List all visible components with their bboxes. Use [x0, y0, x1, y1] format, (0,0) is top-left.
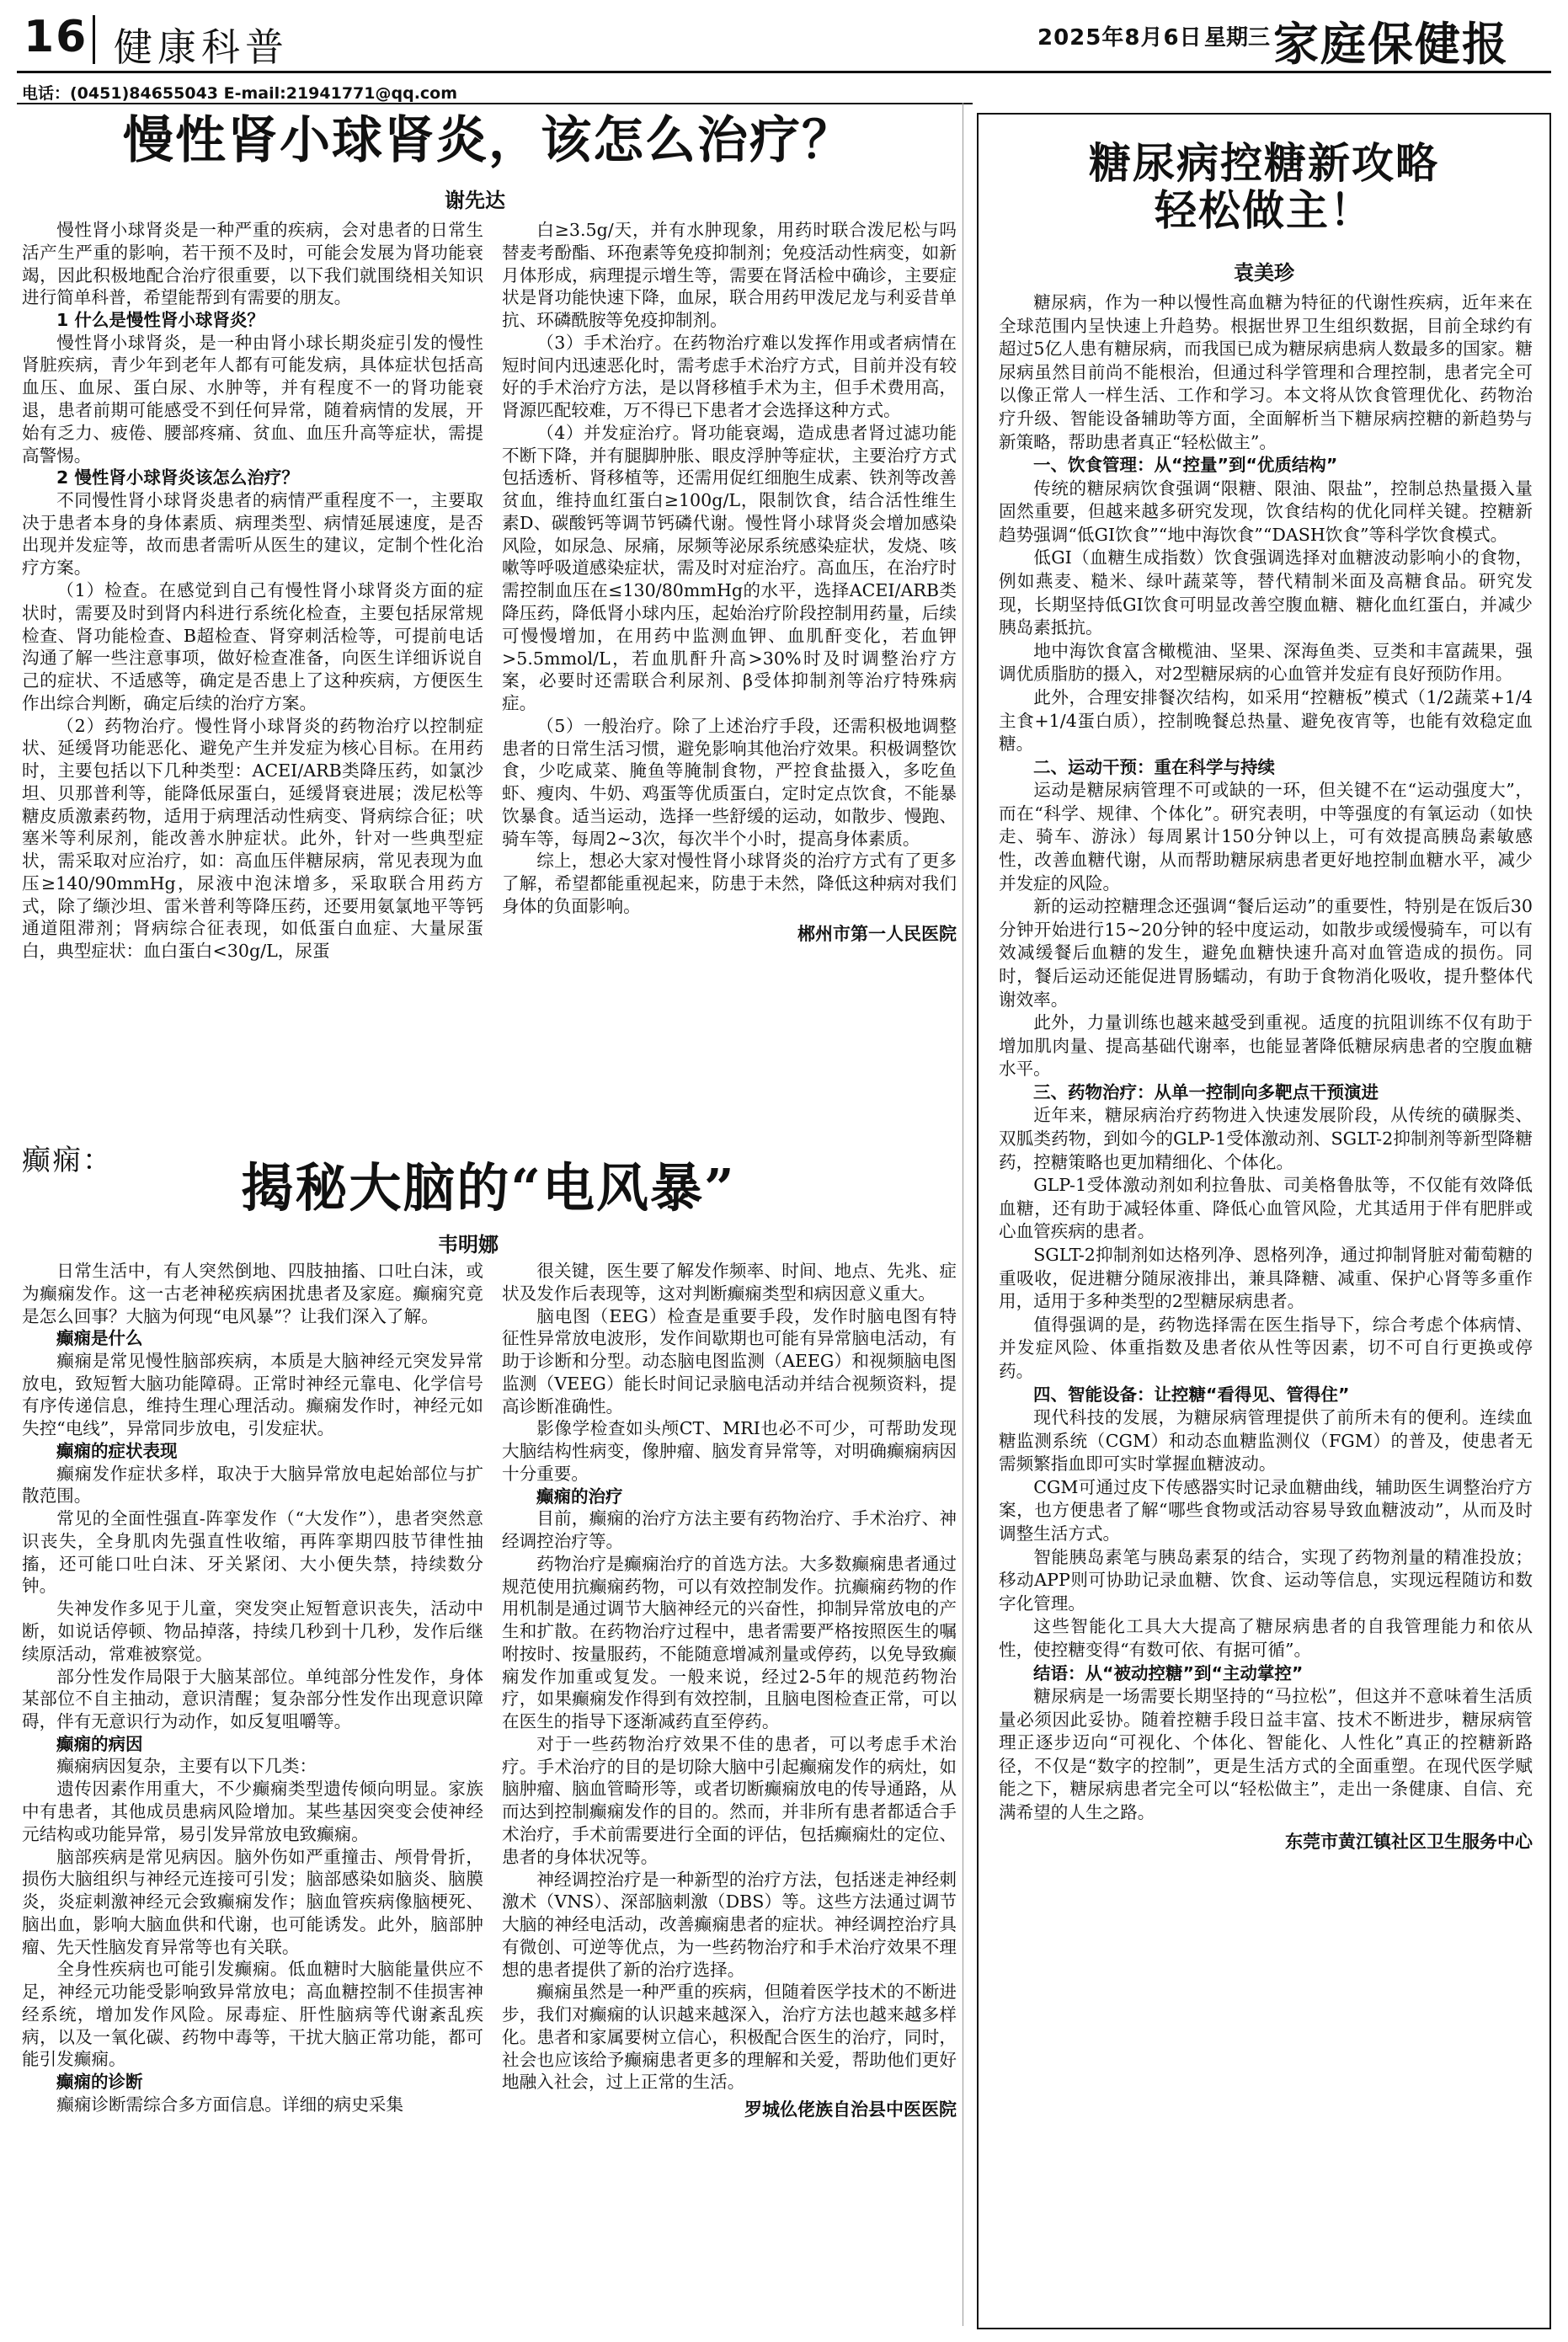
paper-name: 家庭保健报	[1273, 17, 1509, 71]
paragraph: 低GI（血糖生成指数）饮食强调选择对血糖波动影响小的食物，例如燕麦、糙米、绿叶蔬菜等，替代精制米面及高糖食品。研究发现，长期坚持低GI饮食可明显改善空腹血糖、糖化血红蛋白，并减少胰岛素抵抗。	[999, 547, 1533, 638]
paragraph: 此外，合理安排餐次结构，如采用“控糖板”模式（1/2蔬菜+1/4主食+1/4蛋白质），控制晚餐总热量、避免夜宵等，也能有效稳定血糖。	[999, 686, 1533, 755]
article-diabetes-title-line-2: 轻松做主！	[1155, 185, 1373, 235]
article-kidney-title: 慢性肾小球肾炎，该怎么治疗？	[123, 111, 854, 170]
paragraph: 日常生活中，有人突然倒地、四肢抽搐、口吐白沫，或为癫痫发作。这一古老神秘疾病困扰患者及家庭。癫痫究竟是怎么回事？大脑为何现“电风暴”？让我们深入了解。	[22, 1261, 483, 1326]
issue-weekday: 星期三	[1204, 25, 1271, 51]
paragraph: 地中海饮食富含橄榄油、坚果、深海鱼类、豆类和丰富蔬果，强调优质脂肪的摄入，对2型糖尿病的心血管并发症有良好预防作用。	[999, 640, 1533, 685]
subheading: 结语：从“被动控糖”到“主动掌控”	[1033, 1662, 1304, 1683]
article-epilepsy	[17, 1155, 960, 2334]
subheading: 癫痫的诊断	[56, 2072, 143, 2093]
subheading: 癫痫是什么	[56, 1328, 143, 1349]
article-diabetes-title-line-1: 糖尿病控糖新攻略	[1089, 138, 1439, 188]
paragraph: 智能胰岛素笔与胰岛素泵的结合，实现了药物剂量的精准投放；移动APP则可协助记录血糖、饮食、运动等信息，实现远程随访和数字化管理。	[999, 1546, 1533, 1614]
article-kidney-column-1	[22, 219, 483, 963]
article-kidney-column-2	[502, 219, 957, 946]
paragraph: （5）一般治疗。除了上述治疗手段，还需积极地调整患者的日常生活习惯，避免影响其他治疗效果。积极调整饮食，少吃咸菜、腌鱼等腌制食物，严控食盐摄入，多吃鱼虾、瘦肉、牛奶、鸡蛋等优质蛋白，定时定点饮食，不能暴饮暴食。适当运动，选择一些舒缓的运动，如散步、慢跑、骑车等，每周2~3次，每次半个小时，提高身体素质。	[502, 715, 957, 849]
paragraph: 运动是糖尿病管理不可或缺的一环，但关键不在“运动强度大”，而在“科学、规律、个体化”。研究表明，中等强度的有氧运动（如快走、骑车、游泳）每周累计150分钟以上，可有效提高胰岛素敏感性，改善血糖代谢，从而帮助糖尿病患者更好地控制血糖水平，减少并发症的风险。	[999, 780, 1533, 894]
article-epilepsy-author: 韦明娜	[438, 1233, 499, 1256]
paragraph: 糖尿病，作为一种以慢性高血糖为特征的代谢性疾病，近年来在全球范围内呈快速上升趋势。根据世界卫生组织数据，目前全球约有超过5亿人患有糖尿病，而我国已成为糖尿病患病人数最多的国家。糖尿病虽然目前尚不能根治，但通过科学管理和合理控制，患者完全可以像正常人一样生活、工作和学习。本文将从饮食管理优化、药物治疗升级、智能设备辅助等方面，全面解析当下糖尿病控糖的新趋势与新策略，帮助患者真正“轻松做主”。	[999, 292, 1533, 452]
paragraph: 癫痫病因复杂，主要有以下几类：	[56, 1756, 317, 1777]
subheading: 癫痫的病因	[56, 1733, 143, 1754]
source-credit: 罗城仫佬族自治县中医医院	[744, 2099, 957, 2121]
article-diabetes-author: 袁美珍	[1234, 261, 1294, 285]
paragraph: 神经调控治疗是一种新型的治疗方法，包括迷走神经刺激术（VNS）、深部脑刺激（DBS）等。这些方法通过调节大脑的神经电活动，改善癫痫患者的症状。神经调控治疗具有微创、可逆等优点，为一些药物治疗和手术治疗效果不理想的患者提供了新的治疗选择。	[502, 1869, 957, 1980]
subheading: 二、运动干预：重在科学与持续	[1033, 756, 1275, 777]
paragraph: 不同慢性肾小球肾炎患者的病情严重程度不一，主要取决于患者本身的身体素质、病理类型、病情延展速度，是否出现并发症等，故而患者需听从医生的建议，定制个性化治疗方案。	[22, 489, 483, 579]
paragraph: 癫痫诊断需综合多方面信息。详细的病史采集	[56, 2094, 404, 2115]
paragraph: 现代科技的发展，为糖尿病管理提供了前所未有的便利。连续血糖监测系统（CGM）和动态血糖监测仪（FGM）的普及，使患者无需频繁指血即可实时掌握血糖波动。	[999, 1407, 1533, 1475]
paragraph: （2）药物治疗。慢性肾小球肾炎的药物治疗以控制症状、延缓肾功能恶化、避免产生并发症为核心目标。在用药时，主要包括以下几种类型：ACEI/ARB类降压药，如氯沙坦、贝那普利等，能降低尿蛋白，延缓肾衰进展；泼尼松等糖皮质激素药物，适用于病理活动性病变、肾病综合征；吠塞米等利尿剂，能改善水肿症状。此外，针对一些典型症状，需采取对应治疗，如：高血压伴糖尿病，常见表现为血压≥140/90mmHg，尿液中泡沫增多，采取联合用药方式，除了缬沙坦、雷米普利等降压药，还要用氨氯地平等钙通道阻滞剂；肾病综合征表现，如低蛋白血症、大量尿蛋白，典型症状：血白蛋白<30g/L，尿蛋	[22, 715, 483, 962]
masthead-rule	[17, 71, 1551, 73]
paragraph: 失神发作多见于儿童，突发突止短暂意识丧失，活动中断，如说话停顿、物品掉落，持续几秒到十几秒，发作后继续原活动，常难被察觉。	[22, 1598, 483, 1664]
paragraph: SGLT-2抑制剂如达格列净、恩格列净，通过抑制肾脏对葡萄糖的重吸收，促进糖分随尿液排出，兼具降糖、减重、保护心肾等多重作用，适用于多种类型的2型糖尿病患者。	[999, 1244, 1533, 1312]
paragraph: 癫痫是常见慢性脑部疾病，本质是大脑神经元突发异常放电，致短暂大脑功能障碍。正常时神经元靠电、化学信号有序传递信息，维持生理心理活动。癫痫发作时，神经元如失控“电线”，异常同步放电，引发症状。	[22, 1350, 483, 1439]
paragraph: 综上，想必大家对慢性肾小球肾炎的治疗方式有了更多了解，希望都能重视起来，防患于未然，降低这种病对我们身体的负面影响。	[502, 851, 957, 916]
article-diabetes-body	[999, 291, 1533, 1854]
paragraph: 值得强调的是，药物选择需在医生指导下，综合考虑个体病情、并发症风险、体重指数及患者依从性等因素，切不可自行更换或停药。	[999, 1314, 1533, 1381]
paragraph: 近年来，糖尿病治疗药物进入快速发展阶段，从传统的磺脲类、双胍类药物，到如今的GLP-1受体激动剂、SGLT-2抑制剂等新型降糖药，控糖策略也更加精细化、个体化。	[999, 1105, 1533, 1172]
paragraph: （3）手术治疗。在药物治疗难以发挥作用或者病情在短时间内迅速恶化时，需考虑手术治疗方式，目前并没有较好的手术治疗方法，是以肾移植手术为主，但手术费用高，肾源匹配较难，万不得已下患者才会选择这种方式。	[502, 332, 957, 421]
subheading: 癫痫的症状表现	[56, 1441, 178, 1461]
article-diabetes-title	[979, 140, 1549, 234]
source-credit: 郴州市第一人民医院	[797, 923, 957, 944]
paragraph: 常见的全面性强直-阵挛发作（“大发作”），患者突然意识丧失，全身肌肉先强直性收缩，再阵挛期四肢节律性抽搐，还可能口吐白沫、牙关紧闭、大小便失禁，持续数分钟。	[22, 1508, 483, 1597]
subheading: 三、药物治疗：从单一控制向多靶点干预演进	[1033, 1081, 1379, 1102]
section-title: 健康科普	[114, 24, 289, 70]
paragraph: 慢性肾小球肾炎是一种严重的疾病，会对患者的日常生活产生严重的影响，若干预不及时，可能会发展为肾功能衰竭，因此积极地配合治疗很重要，以下我们就围绕相关知识进行简单科普，希望能帮到有需要的朋友。	[22, 220, 483, 308]
paragraph: 药物治疗是癫痫治疗的首选方法。大多数癫痫患者通过规范使用抗癫痫药物，可以有效控制发作。抗癫痫药物的作用机制是通过调节大脑神经元的兴奋性，抑制异常放电的产生和扩散。在药物治疗过程中，患者需要严格按照医生的嘱咐按时、按量服药，不能随意增减剂量或停药，以免导致癫痫发作加重或复发。一般来说，经过2-5年的规范药物治疗，如果癫痫发作得到有效控制，且脑电图检查正常，可以在医生的指导下逐渐减药直至停药。	[502, 1553, 957, 1732]
contact-line: 电话：(0451)84655043 E-mail:21941771@qq.com	[22, 84, 458, 103]
paragraph: 慢性肾小球肾炎，是一种由肾小球长期炎症引发的慢性肾脏疾病，青少年到老年人都有可能发病，具体症状包括高血压、血尿、蛋白尿、水肿等，并有程度不一的肾功能衰退，患者前期可能感受不到任何异常，随着病情的发展，开始有乏力、疲倦、腰部疼痛、贫血、血压升高等症状，需提高警惕。	[22, 332, 483, 466]
paragraph: 癫痫虽然是一种严重的疾病，但随着医学技术的不断进步，我们对癫痫的认识越来越深入，治疗方法也越来越多样化。患者和家属要树立信心，积极配合医生的治疗，同时，社会也应该给予癫痫患者更多的理解和关爱，帮助他们更好地融入社会，过上正常的生活。	[502, 1982, 957, 2093]
paragraph: 对于一些药物治疗效果不佳的患者，可以考虑手术治疗。手术治疗的目的是切除大脑中引起癫痫发作的病灶，如脑肿瘤、脑血管畸形等，或者切断癫痫放电的传导通路，从而达到控制癫痫发作的目的。然而，并非所有患者都适合手术治疗，手术前需要进行全面的评估，包括癫痫灶的定位、患者的身体状况等。	[502, 1733, 957, 1867]
subheading: 2 慢性肾小球肾炎该怎么治疗？	[56, 467, 299, 488]
article-kidney	[17, 108, 960, 1135]
paragraph: 脑部疾病是常见病因。脑外伤如严重撞击、颅骨骨折，损伤大脑组织与神经元连接可引发；脑部感染如脑炎、脑膜炎，炎症刺激神经元会致癫痫发作；脑血管疾病像脑梗死、脑出血，影响大脑血供和代谢，也可能诱发。此外，脑部肿瘤、先天性脑发育异常等也有关联。	[22, 1846, 483, 1957]
paragraph: 脑电图（EEG）检查是重要手段，发作时脑电图有特征性异常放电波形，发作间歇期也可能有异常脑电活动，有助于诊断和分型。动态脑电图监测（AEEG）和视频脑电图监测（VEEG）能长时间记录脑电活动并结合视频资料，提高诊断准确性。	[502, 1305, 957, 1416]
paragraph: 遗传因素作用重大，不少癫痫类型遗传倾向明显。家族中有患者，其他成员患病风险增加。某些基因突变会使神经元结构或功能异常，易引发异常放电致癫痫。	[22, 1779, 483, 1844]
article-kidney-author: 谢先达	[445, 189, 505, 212]
article-epilepsy-column-1	[22, 1260, 483, 2116]
issue-date: 2025年8月6日	[1037, 25, 1203, 51]
paragraph: GLP-1受体激动剂如利拉鲁肽、司美格鲁肽等，不仅能有效降低血糖，还有助于减轻体重、降低心血管风险，尤其适用于伴有肥胖或心血管疾病的患者。	[999, 1175, 1533, 1242]
paragraph: （1）检查。在感觉到自己有慢性肾小球肾炎方面的症状时，需要及时到肾内科进行系统化检查，主要包括尿常规检查、肾功能检查、B超检查、肾穿刺活检等，可提前电话沟通了解一些注意事项，做好检查准备，向医生详细诉说自己的症状、不适感等，确定是否患上了这种疾病，方便医生作出综合判断，确定后续的治疗方案。	[22, 580, 483, 713]
source-credit: 东莞市黄江镇社区卫生服务中心	[1285, 1831, 1533, 1852]
article-epilepsy-kicker: 癫痫：	[22, 1144, 113, 1177]
paragraph: 白≥3.5g/天，并有水肿现象，用药时联合泼尼松与吗替麦考酚酯、环孢素等免疫抑制剂；免疫活动性病变，如新月体形成，病理提示增生等，需要在肾活检中确诊，主要症状是肾功能快速下降，血尿，联合用药甲泼尼龙与利妥昔单抗、环磷酰胺等免疫抑制剂。	[502, 220, 957, 331]
paragraph: 新的运动控糖理念还强调“餐后运动”的重要性，特别是在饭后30分钟开始进行15~20分钟的轻中度运动，如散步或缓慢骑车，可以有效减缓餐后血糖的发生，避免血糖快速升高对血管造成的损伤。同时，餐后运动还能促进胃肠蠕动，有助于食物消化吸收，提升整体代谢效率。	[999, 896, 1533, 1010]
paragraph: 目前，癫痫的治疗方法主要有药物治疗、手术治疗、神经调控治疗等。	[502, 1508, 957, 1552]
article-diabetes-box	[977, 113, 1551, 2329]
paragraph: 癫痫发作症状多样，取决于大脑异常放电起始部位与扩散范围。	[22, 1463, 483, 1507]
page-number: 16	[24, 12, 88, 62]
article-epilepsy-column-2	[502, 1260, 957, 2122]
paragraph: 糖尿病是一场需要长期坚持的“马拉松”，但这并不意味着生活质量必须因此妥协。随着控糖手段日益丰富、技术不断进步，糖尿病管理正逐步迈向“可视化、个体化、智能化、人性化”真正的控糖新路径，不仅是“数字的控制”，更是生活方式的全面重塑。在现代医学赋能之下，糖尿病患者完全可以“轻松做主”，走出一条健康、自信、充满希望的人生之路。	[999, 1686, 1533, 1822]
subheading: 癫痫的治疗	[536, 1486, 623, 1507]
paragraph: 此外，力量训练也越来越受到重视。适度的抗阻训练不仅有助于增加肌肉量、提高基础代谢率，也能显著降低糖尿病患者的空腹血糖水平。	[999, 1012, 1533, 1080]
paragraph: （4）并发症治疗。肾功能衰竭，造成患者肾过滤功能不断下降，并有腿脚肿胀、眼皮浮肿等症状，主要治疗方式包括透析、肾移植等，还需用促红细胞生成素、铁剂等改善贫血，维持血红蛋白≥100g/L，限制饮食，结合活性维生素D、碳酸钙等调节钙磷代谢。慢性肾小球肾炎会增加感染风险，如尿急、尿痛，尿频等泌尿系统感染症状，发烧、咳嗽等呼吸道感染症状，需及时对症治疗。高血压，在治疗时需控制血压在≤130/80mmHg的水平，选择ACEI/ARB类降压药，降低肾小球内压，起始治疗阶段控制用药量，后续可慢慢增加，在用药中监测血钾、血肌酐变化，若血钾>5.5mmol/L，若血肌酐升高>30%时及时调整治疗方案，必要时还需联合利尿剂、β受体抑制剂等治疗特殊病症。	[502, 422, 957, 714]
paragraph: 部分性发作局限于大脑某部位。单纯部分性发作，身体某部位不自主抽动，意识清醒；复杂部分性发作出现意识障碍，伴有无意识行为动作，如反复咀嚼等。	[22, 1666, 483, 1732]
paragraph: 影像学检查如头颅CT、MRI也必不可少，可帮助发现大脑结构性病变，像肿瘤、脑发育异常等，对明确癫痫病因十分重要。	[502, 1418, 957, 1484]
masthead	[0, 0, 1568, 77]
paragraph: 这些智能化工具大大提高了糖尿病患者的自我管理能力和依从性，使控糖变得“有数可依、有据可循”。	[999, 1616, 1533, 1660]
subheading: 四、智能设备：让控糖“看得见、管得住”	[1033, 1384, 1350, 1405]
paragraph: CGM可通过皮下传感器实时记录血糖曲线，辅助医生调整治疗方案，也方便患者了解“哪些食物或活动容易导致血糖波动”，从而及时调整生活方式。	[999, 1476, 1533, 1544]
masthead-divider	[93, 15, 95, 64]
paragraph: 很关键，医生要了解发作频率、时间、地点、先兆、症状及发作后表现等，这对判断癫痫类型和病因意义重大。	[502, 1261, 957, 1304]
paragraph: 全身性疾病也可能引发癫痫。低血糖时大脑能量供应不足，神经元功能受影响致异常放电；高血糖控制不佳损害神经系统，增加发作风险。尿毒症、肝性脑病等代谢紊乱疾病，以及一氧化碳、药物中毒等，干扰大脑正常功能，都可能引发癫痫。	[22, 1959, 483, 2070]
article-epilepsy-title: 揭秘大脑的“电风暴”	[241, 1157, 736, 1219]
contact-rule	[17, 103, 973, 104]
paragraph: 传统的糖尿病饮食强调“限糖、限油、限盐”，控制总热量摄入量固然重要，但越来越多研究发现，饮食结构的优化同样关键。控糖新趋势强调“低GI饮食”“地中海饮食”“DASH饮食”等科学饮食模式。	[999, 477, 1533, 545]
subheading: 1 什么是慢性肾小球肾炎？	[56, 310, 264, 331]
subheading: 一、饮食管理：从“控量”到“优质结构”	[1033, 455, 1338, 476]
